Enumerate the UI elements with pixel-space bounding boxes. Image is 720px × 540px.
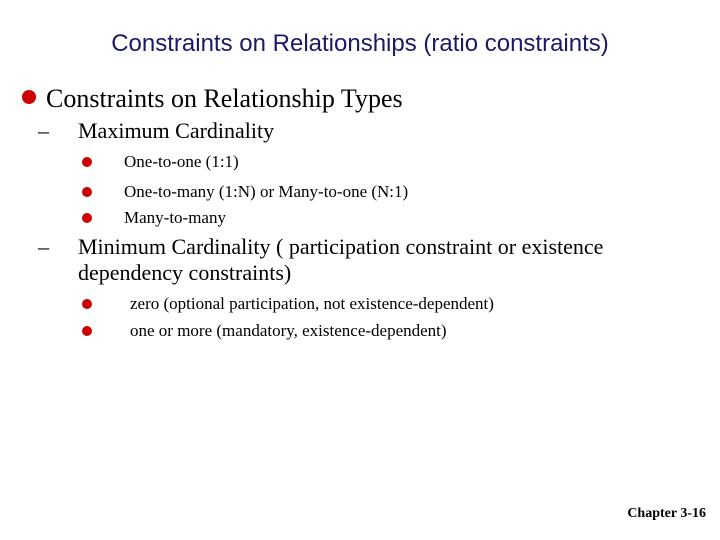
bullet-dot-icon [22, 90, 36, 104]
list-item-label: One-to-one (1:1) [124, 152, 239, 171]
bullet-label: Constraints on Relationship Types [46, 84, 403, 113]
min-cardinality-heading: Minimum Cardinality ( participation constraint or existence dependency constraints) [78, 234, 604, 285]
bullet-dot-icon [82, 213, 92, 223]
list-item-label: Many-to-many [124, 208, 226, 227]
list-item-label: one or more (mandatory, existence-dependent) [130, 321, 447, 340]
slide-number: Chapter 3-16 [627, 506, 706, 521]
bullet-relationship-types [22, 84, 403, 114]
max-cardinality-heading: Maximum Cardinality [78, 118, 275, 143]
max-cardinality-item [38, 118, 698, 144]
bullet-dot-icon [82, 157, 92, 167]
bullet-dot-icon [82, 187, 92, 197]
slide-title: Constraints on Relationships (ratio constraints) [111, 30, 609, 57]
dash-icon: – [38, 118, 49, 143]
bullet-dot-icon [82, 299, 92, 309]
list-item-label: zero (optional participation, not existence-dependent) [130, 294, 494, 313]
list-item-label: One-to-many (1:N) or Many-to-one (N:1) [124, 182, 409, 201]
bullet-dot-icon [82, 326, 92, 336]
dash-icon: – [38, 234, 49, 259]
min-cardinality-item [38, 234, 698, 286]
